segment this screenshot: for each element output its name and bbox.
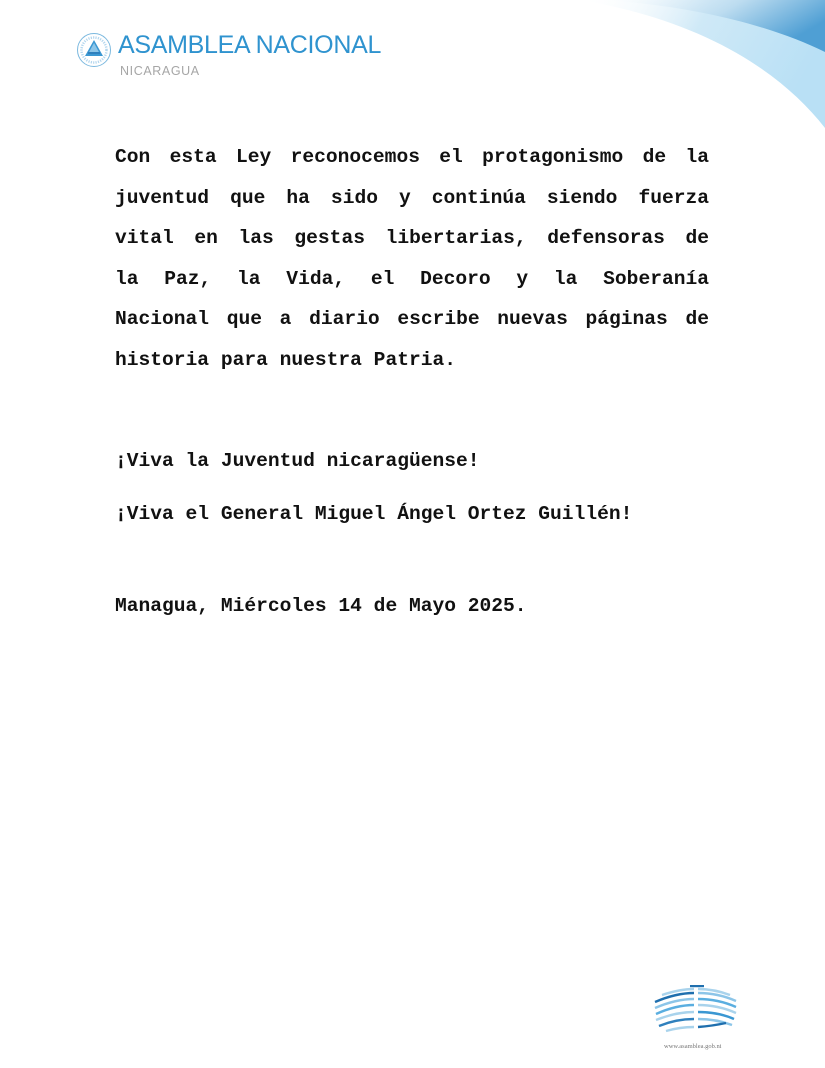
paragraph-line: historia para nuestra Patria. [115, 348, 456, 371]
paragraph-line: juventud que ha sido y continúa siendo fuerza [115, 186, 709, 209]
main-paragraph [115, 137, 709, 380]
paragraph-line: Nacional que a diario escribe nuevas páginas de [115, 308, 709, 330]
footer-website: www.asamblea.gob.ni [664, 1043, 722, 1050]
closing-date-line: Managua, Miércoles 14 de Mayo 2025. [115, 595, 527, 617]
paragraph-line: vital en las gestas libertarias, defensoras de [115, 227, 709, 249]
header-logo [76, 31, 381, 78]
exclamation-youth: ¡Viva la Juventud nicaragüense! [115, 450, 480, 472]
country-name: NICARAGUA [120, 64, 200, 78]
paragraph-line: Con esta Ley reconocemos el protagonismo de la [115, 146, 709, 168]
parliament-hemicycle-icon [652, 983, 738, 1039]
exclamation-general: ¡Viva el General Miguel Ángel Ortez Guillén! [115, 503, 633, 525]
corner-decoration [580, 0, 825, 135]
organization-name: ASAMBLEA NACIONAL [118, 31, 382, 59]
paragraph-line: la Paz, la Vida, el Decoro y la Soberanía [115, 267, 709, 290]
nicaragua-coat-of-arms-icon [76, 32, 112, 68]
